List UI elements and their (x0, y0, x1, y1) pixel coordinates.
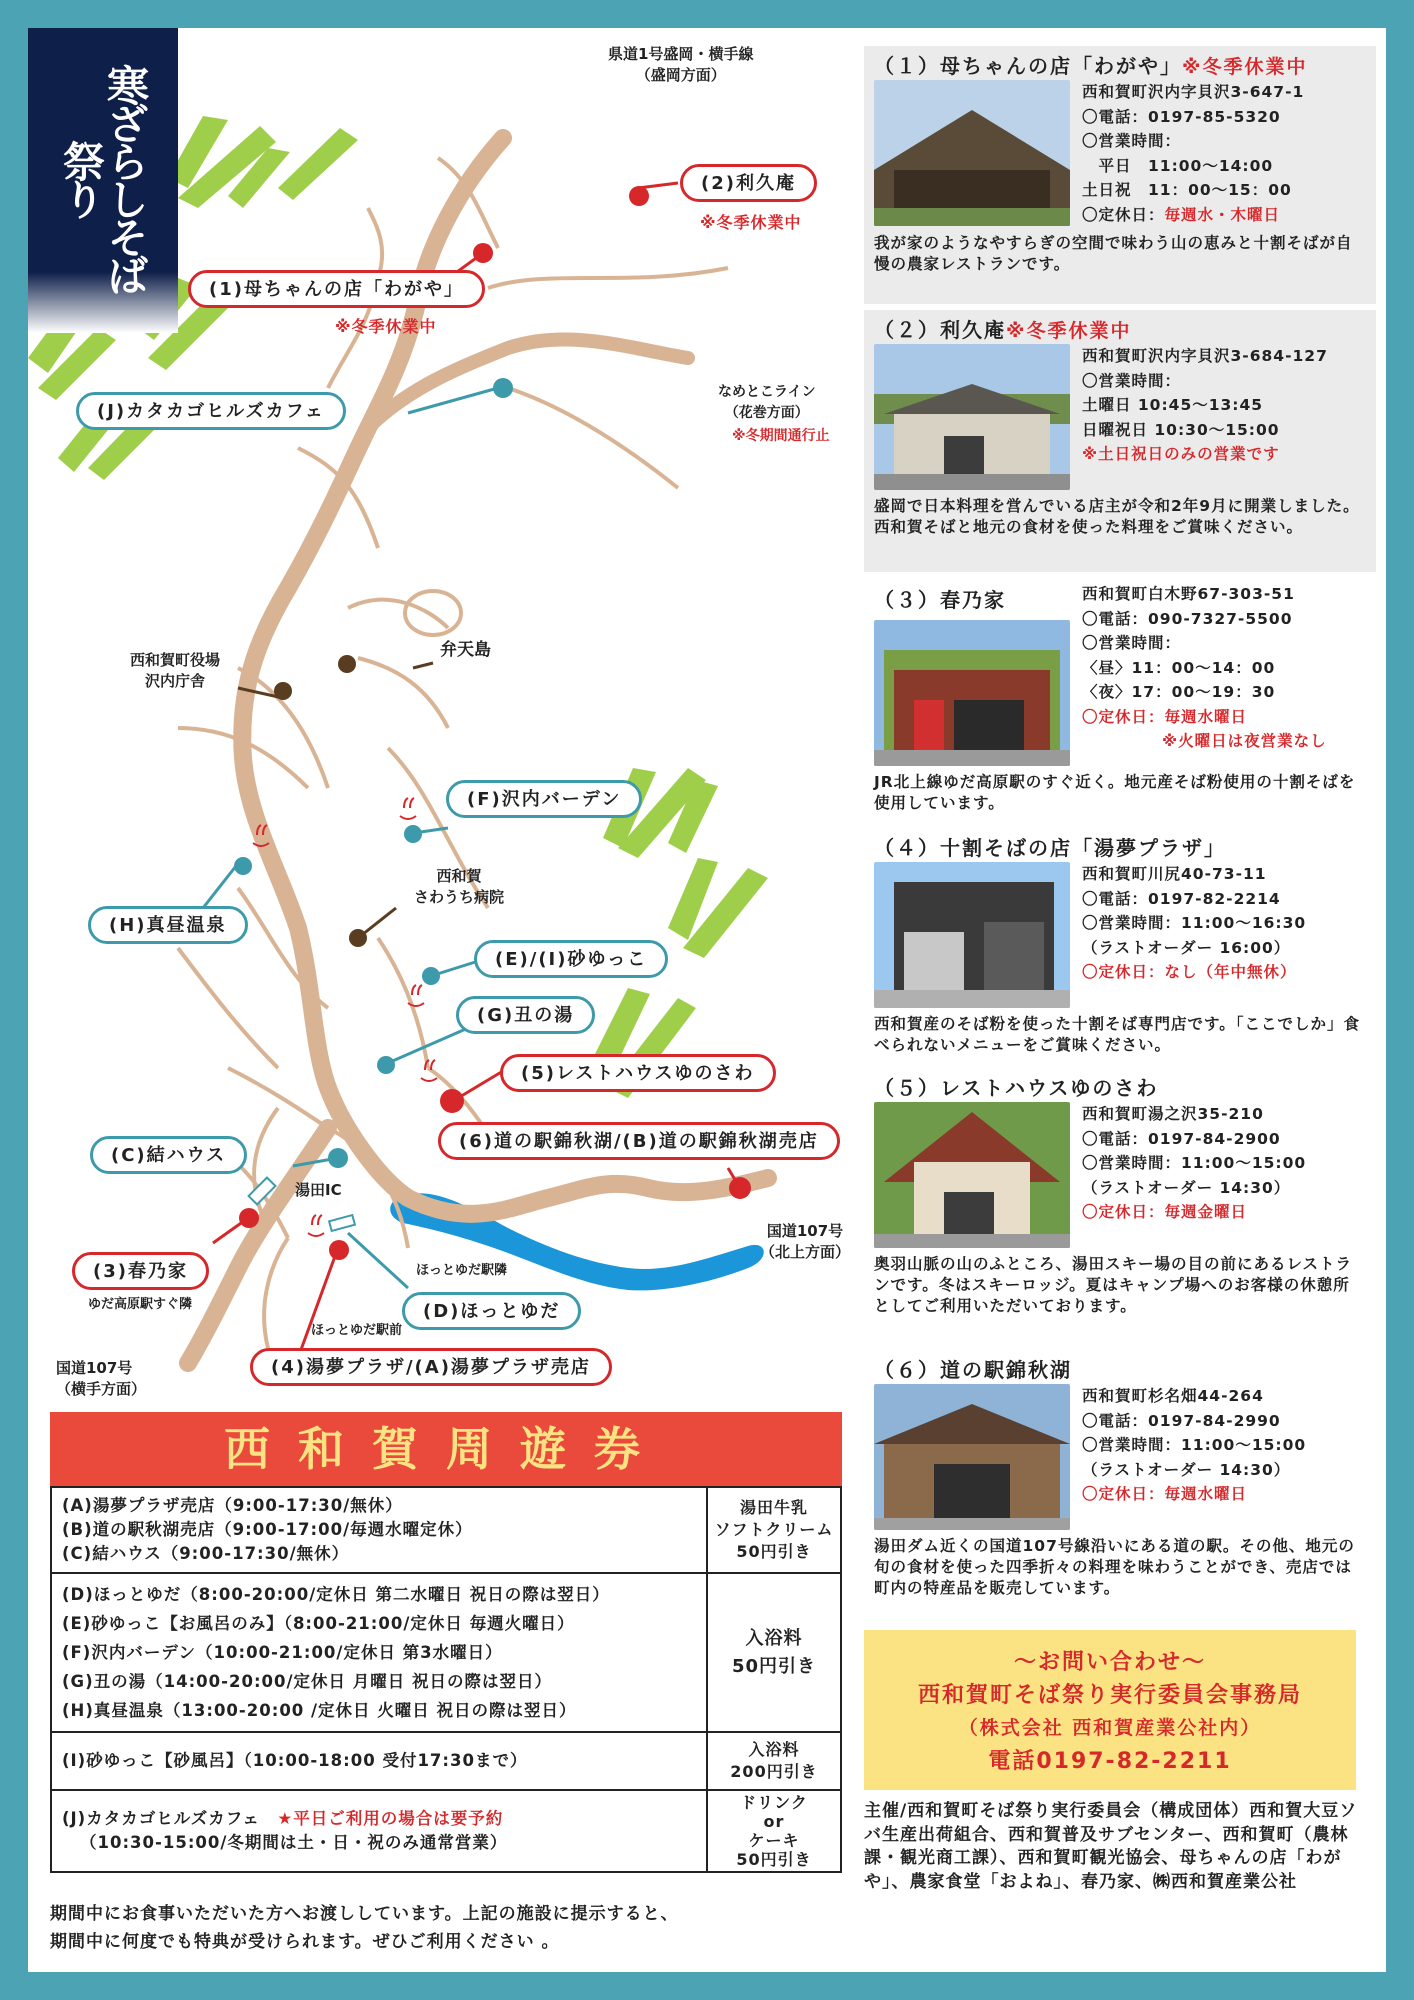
map-label-sunayukko[interactable]: (E)/(I)砂ゆっこ (474, 940, 668, 978)
reservation-note: ★平日ご利用の場合は要予約 (277, 1809, 504, 1828)
route-107-east-label: 国道107号 （北上方面） (760, 1222, 851, 1261)
shop-card-resthouse (864, 1068, 1376, 1358)
shop-info: 西和賀町湯之沢35-210 〇電話：0197-84-2900 〇営業時間：11:00～15:00 （ラストオーダー 14:30） 〇定休日：毎週金曜日 (1082, 1105, 1307, 1221)
shop-info: 西和賀町白木野67-303-51 〇電話：090-7327-5500 〇営業時間： 〈昼〉11：00～14：00 〈夜〉17：00～19：30 〇定休日：毎週水曜日 ※火曜日は夜営業なし (1082, 585, 1327, 750)
shop-info: 西和賀町杉名畑44-264 〇電話：0197-84-2990 〇営業時間：11:00～15:00 （ラストオーダー 14:30） 〇定休日：毎週水曜日 (1082, 1387, 1307, 1503)
hottoyuda-station-label: ほっとゆだ駅前 (311, 1323, 403, 1338)
point-katakago (493, 378, 513, 398)
shop-photo-yumeplaza (874, 862, 1070, 1008)
route-107-west-label: 国道107号 （横手方面） (56, 1359, 147, 1398)
point-bentenjima (338, 655, 356, 673)
shop-title: （５）レストハウスゆのさわ (874, 1076, 1159, 1100)
yuda-ic-label: 湯田IC (295, 1181, 342, 1199)
point-michinoeki (729, 1177, 751, 1199)
point-ushinoyu (377, 1056, 395, 1074)
minor-roads (178, 158, 728, 1348)
map-label-wagaya[interactable]: (1)母ちゃんの店「わがや」 (188, 270, 485, 308)
map-winter-note-rikyuan: ※冬季休業中 (700, 213, 802, 232)
organizer-text: 主催/西和賀町そば祭り実行委員会（構成団体）西和賀大豆ソバ生産出荷組合、西和賀普及サブセンター、西和賀町（農林課・観光商工課）、西和賀町観光協会、母ちゃんの店「わがや」、農家食堂「およね」、春乃家、㈱西和賀産業公社 (864, 1801, 1358, 1892)
point-resthouse (440, 1089, 464, 1113)
map-winter-note-wagaya: ※冬季休業中 (335, 317, 437, 336)
hottoyuda-adjacent-label: ほっとゆだ駅隣 (416, 1263, 508, 1278)
point-mahiru-onsen (234, 857, 252, 875)
shop-description: 西和賀産のそば粉を使った十割そば専門店です。「ここでしか」食べられないメニューをご賞味ください。 (874, 1015, 1361, 1054)
area-map (28, 28, 858, 1408)
contact-box (864, 1630, 1356, 1790)
shop-info: 西和賀町沢内字貝沢3-684-127 〇営業時間： 土曜日 10:45～13:45 日曜祝日 10:30～15:00 ※土日祝日のみの営業です (1082, 347, 1328, 463)
hospital-label: 西和賀 さわうち病院 (414, 867, 505, 906)
shop-card-rikyuan (864, 310, 1376, 572)
shop-info: 西和賀町川尻40-73-11 〇電話：0197-82-2214 〇営業時間：11:00～16:30 （ラストオーダー 16:00） 〇定休日：なし（年中無休） (1082, 865, 1307, 981)
ticket-footnote: 期間中にお食事いただいた方へお渡ししています。上記の施設に提示すると、 期間中に何度でも特典が受けられます。ぜひご利用ください 。 (50, 1904, 679, 1952)
shop-title: （１）母ちゃんの店「わがや」※冬季休業中 (874, 54, 1308, 78)
ticket-benefit: 入浴料 50円引き (707, 1573, 841, 1732)
map-label-ushinoyu[interactable]: (G)丑の湯 (456, 996, 595, 1034)
namentoko-closed-note: ※冬期間通行止 (732, 428, 830, 444)
point-yui-house (328, 1148, 348, 1168)
shop-card-harunoya (864, 580, 1376, 830)
yudakogen-label: ゆだ高原駅すぐ隣 (88, 1297, 193, 1312)
ticket-row: (A)湯夢プラザ売店（9:00-17:30/無休） (B)道の駅秋湖売店（9:00-17:00/毎週水曜定休） (C)結ハウス（9:00-17:30/無休） 湯田牛乳 ソフトクリーム 50円引き (51, 1487, 841, 1573)
shop-photo-michinoeki (874, 1384, 1070, 1530)
map-label-hottoyuda[interactable]: (D)ほっとゆだ (402, 1292, 581, 1330)
point-hospital (349, 929, 367, 947)
shop-title: （６）道の駅錦秋湖 (874, 1358, 1072, 1382)
shop-card-michinoeki (864, 1350, 1376, 1628)
shop-description: 盛岡で日本料理を営んでいる店主が令和2年9月に開業しました。西和賀そばと地元の食材を使った料理をご賞味ください。 (874, 497, 1360, 536)
shop-description: 湯田ダム近くの国道107号線沿いにある道の駅。その他、地元の旬の食材を使った四季折々の料理を味わうことができ、売店では町内の特産品を販売しています。 (874, 1537, 1355, 1597)
route-1-label: 県道1号盛岡・横手線 （盛岡方面） (608, 45, 754, 84)
point-sawauchi-baden (404, 825, 422, 843)
point-harunoya (239, 1208, 259, 1228)
map-label-harunoya[interactable]: (3)春乃家 (72, 1252, 209, 1290)
map-label-yumeplaza[interactable]: (4)湯夢プラザ/(A)湯夢プラザ売店 (250, 1348, 612, 1386)
ticket-benefit: 入浴料 200円引き (707, 1732, 841, 1790)
namentoko-line-road (368, 339, 688, 428)
contact-company: （株式会社 西和賀産業公社内） (958, 1717, 1262, 1739)
shop-title: （３）春乃家 (874, 588, 1006, 612)
ticket-benefit: 湯田牛乳 ソフトクリーム 50円引き (707, 1487, 841, 1573)
contact-heading: ～お問い合わせ～ (1013, 1650, 1206, 1675)
town-office-label: 西和賀町役場 沢内庁舎 (130, 651, 221, 690)
shop-title: （２）利久庵※冬季休業中 (874, 318, 1132, 342)
shop-info: 西和賀町沢内字貝沢3-647-1 〇電話：0197-85-5320 〇営業時間： 平日 11:00～14:00 土日祝 11：00～15：00 〇定休日：毎週水・木曜日 (1082, 83, 1305, 224)
point-wagaya (473, 243, 493, 263)
map-label-michinoeki[interactable]: (6)道の駅錦秋湖/(B)道の駅錦秋湖売店 (438, 1122, 840, 1160)
map-label-katakago[interactable]: (J)カタカゴヒルズカフェ (76, 392, 346, 430)
map-label-sawauchi-baden[interactable]: (F)沢内バーデン (446, 780, 642, 818)
shop-card-wagaya (864, 46, 1376, 304)
shop-photo-rikyuan (874, 344, 1070, 490)
ic-marker-2 (329, 1215, 355, 1231)
shop-description: 奥羽山脈の山のふところ、湯田スキー場の目の前にあるレストランです。冬はスキーロッジ。夏はキャンプ場へのお客様の休憩所としてご利用いただいております。 (874, 1255, 1353, 1315)
map-label-resthouse[interactable]: (5)レストハウスゆのさわ (500, 1054, 776, 1092)
shop-description: JR北上線ゆだ高原駅のすぐ近く。地元産そば粉使用の十割そばを使用しています。 (874, 773, 1356, 812)
ticket-row: (D)ほっとゆだ（8:00-20:00/定休日 第二水曜日 祝日の際は翌日） (E)砂ゆっこ【お風呂のみ】（8:00-21:00/定休日 毎週火曜日） (F)沢内バーデン（10:00-21:00/定休日 第3水曜日） (G)丑の湯（14:00-20:00/定休日 月曜日 祝日の際は翌日） (H)真昼温泉（13:00-20:00 /定休日 火曜日 祝日の際は翌日） 入浴料 50円引き (51, 1573, 841, 1732)
point-town-office (274, 682, 292, 700)
shop-description: 我が家のようなやすらぎの空間で味わう山の恵みと十割そばが自慢の農家レストランです。 (874, 234, 1353, 273)
ticket-title: 西和賀周遊券 (50, 1412, 842, 1486)
shop-photo-wagaya (874, 80, 1070, 226)
point-rikyuan (629, 186, 649, 206)
festival-logo (28, 28, 178, 333)
ticket-row: (J)カタカゴヒルズカフェ ★平日ご利用の場合は要予約 （10:30-15:00/冬期間は土・日・祝のみ通常営業） ドリンク or ケーキ 50円引き (51, 1790, 841, 1872)
contact-organization: 西和賀町そば祭り実行委員会事務局 (917, 1683, 1302, 1708)
map-label-mahiru-onsen[interactable]: (H)真昼温泉 (88, 906, 248, 944)
ticket-table (50, 1486, 842, 1873)
map-label-rikyuan[interactable]: (2)利久庵 (680, 164, 817, 202)
map-label-yui-house[interactable]: (C)結ハウス (90, 1136, 247, 1174)
point-yumeplaza (329, 1240, 349, 1260)
shop-photo-resthouse (874, 1102, 1070, 1248)
shop-title: （４）十割そばの店「湯夢プラザ」 (874, 836, 1226, 860)
contact-phone[interactable]: 電話0197-82-2211 (988, 1749, 1232, 1774)
point-sunayukko (422, 967, 440, 985)
logo-text: 寒ざらしそば祭り (57, 64, 150, 292)
shop-card-yumeplaza (864, 828, 1376, 1064)
namentoko-label: なめとこライン （花巻方面） (718, 384, 816, 421)
bentenjima-label: 弁天島 (440, 640, 491, 660)
ticket-row: (I)砂ゆっこ【砂風呂】（10:00-18:00 受付17:30まで） 入浴料 200円引き (51, 1732, 841, 1790)
shop-photo-harunoya (874, 620, 1070, 766)
ticket-benefit: ドリンク or ケーキ 50円引き (707, 1790, 841, 1872)
